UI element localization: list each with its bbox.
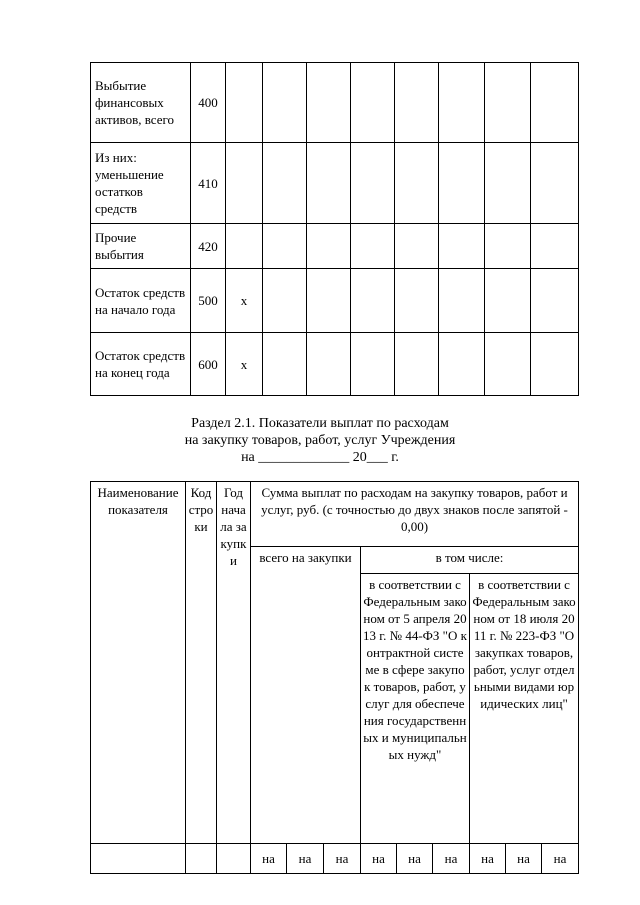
row-name: Остаток средств на начало года (91, 269, 191, 333)
table-row (91, 63, 579, 143)
year-na-cell: на (397, 844, 433, 874)
row-mark (226, 143, 263, 224)
procurement-payments-table (90, 481, 579, 874)
year-na-cell: на (324, 844, 361, 874)
table-row (91, 844, 579, 874)
row-name: Выбытие финансовых активов, всего (91, 63, 191, 143)
section-title-line-3: на _____________ 20___ г. (241, 450, 399, 465)
row-code: 500 (191, 269, 226, 333)
header-row-code: Код строки (186, 482, 217, 844)
header-procurement-year: Год начала закупки (217, 482, 251, 844)
table-row (91, 269, 579, 333)
header-44fz: в соответствии с Федеральным законом от 5 апреля 2013 г. № 44-ФЗ "О контрактной системе в сфере закупок товаров, работ, услуг для обеспечения государственных и муниципальных нужд" (361, 574, 470, 844)
row-code: 410 (191, 143, 226, 224)
expenses-table-continuation (90, 62, 579, 396)
row-mark: x (226, 269, 263, 333)
year-na-cell: на (506, 844, 542, 874)
row-code: 420 (191, 224, 226, 269)
row-code: 400 (191, 63, 226, 143)
header-223fz: в соответствии с Федеральным законом от 18 июля 2011 г. № 223-ФЗ "О закупках товаров, работ, услуг отдельными видами юридических лиц" (470, 574, 579, 844)
row-mark: x (226, 333, 263, 396)
year-na-cell: на (251, 844, 287, 874)
table-row (91, 333, 579, 396)
row-mark (226, 224, 263, 269)
row-mark (226, 63, 263, 143)
year-na-cell: на (287, 844, 324, 874)
row-name: Прочие выбытия (91, 224, 191, 269)
year-na-cell: на (470, 844, 506, 874)
table-row (91, 224, 579, 269)
section-title-line-1: Раздел 2.1. Показатели выплат по расходам (191, 416, 449, 431)
table-row (91, 143, 579, 224)
header-indicator-name: Наименование показателя (91, 482, 186, 844)
year-na-cell: на (542, 844, 579, 874)
section-title-line-2: на закупку товаров, работ, услуг Учреждения (184, 433, 456, 448)
year-na-cell: на (361, 844, 397, 874)
year-na-cell: на (433, 844, 470, 874)
row-name: Остаток средств на конец года (91, 333, 191, 396)
row-code: 600 (191, 333, 226, 396)
header-including: в том числе: (361, 547, 579, 574)
header-total: всего на закупки (251, 547, 361, 844)
row-name: Из них: уменьшение остатков средств (91, 143, 191, 224)
header-payment-sum: Сумма выплат по расходам на закупку товаров, работ и услуг, руб. (с точностью до двух знаков после запятой - 0,00) (251, 482, 579, 547)
